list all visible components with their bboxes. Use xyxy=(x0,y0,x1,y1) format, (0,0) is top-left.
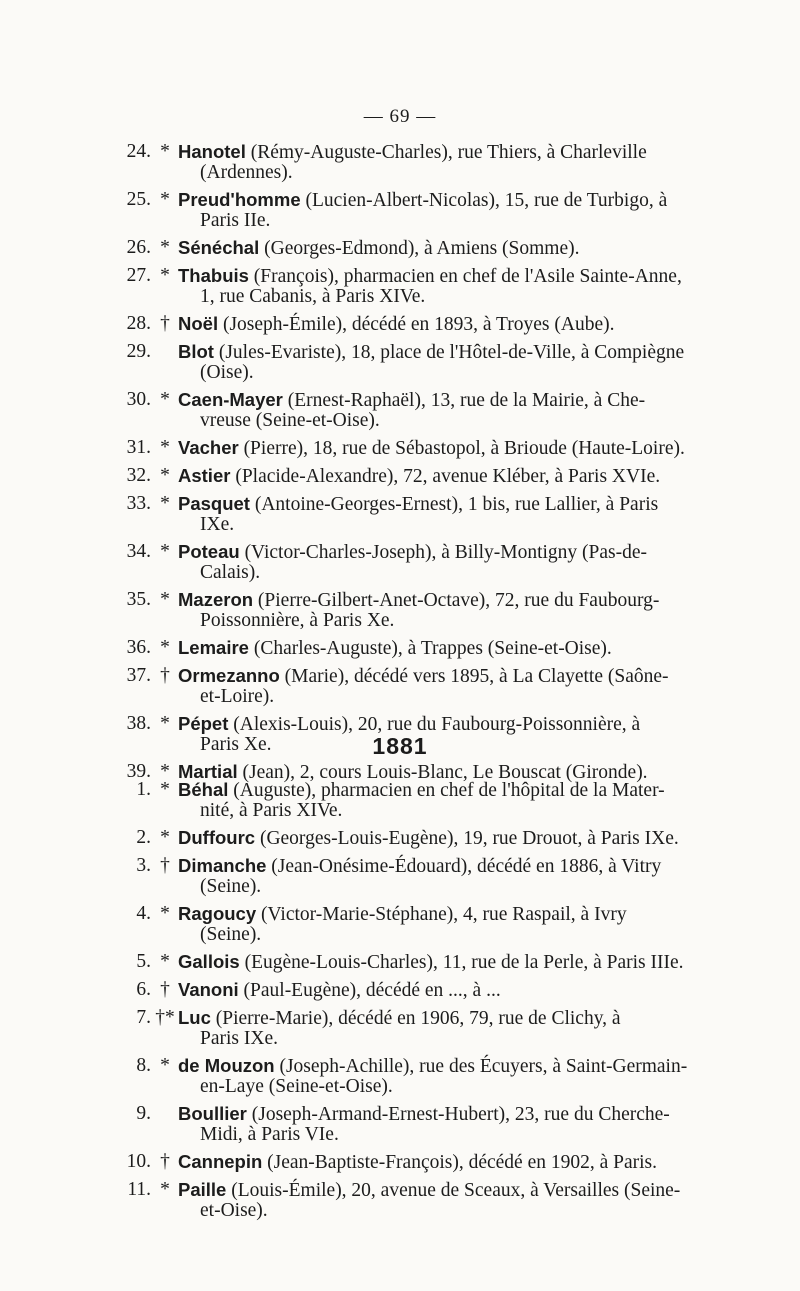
entry-number: 25. xyxy=(126,189,151,210)
entry-number: 28. xyxy=(126,313,151,334)
entry-number: 10. xyxy=(126,1151,151,1172)
entry-text: 1, rue Cabanis, à Paris XIVe. xyxy=(200,286,426,307)
list-item xyxy=(0,1152,800,1173)
entry-first-line xyxy=(178,590,697,611)
entry-text: (Georges-Louis-Eugène), 19, rue Drouot, à Paris IXe. xyxy=(255,828,679,849)
entry-number: 29. xyxy=(126,341,151,362)
entry-first-line xyxy=(178,666,697,687)
list-item xyxy=(0,1056,800,1097)
list-item xyxy=(0,390,800,431)
entry-continuation-line xyxy=(178,211,697,231)
entry-name: Ormezanno xyxy=(178,665,280,686)
entry-text: Poissonnière, à Paris Xe. xyxy=(200,610,395,631)
entry-text: (Pierre-Gilbert-Anet-Octave), 72, rue du Faubourg- xyxy=(253,590,660,611)
list-item xyxy=(0,466,800,487)
entry-text: (Jean-Baptiste-François), décédé en 1902, à Paris. xyxy=(262,1152,658,1173)
entry-name: Paille xyxy=(178,1179,227,1200)
entry-continuation-line xyxy=(178,687,697,707)
list-item xyxy=(0,980,800,1001)
entry-text: (Alexis-Louis), 20, rue du Faubourg-Poissonnière, à xyxy=(228,714,641,735)
entry-first-line xyxy=(178,466,697,487)
entry-first-line xyxy=(178,542,697,563)
entry-mark: * xyxy=(160,827,170,848)
entry-text: (Oise). xyxy=(200,362,254,383)
entry-text: (Paul-Eugène), décédé en ..., à ... xyxy=(238,980,501,1001)
entry-name: Dimanche xyxy=(178,855,267,876)
entry-number: 36. xyxy=(126,637,151,658)
entry-number: 37. xyxy=(126,665,151,686)
entry-name: Pasquet xyxy=(178,493,250,514)
entry-text: (Victor-Charles-Joseph), à Billy-Montigny (Pas-de- xyxy=(239,542,647,563)
entry-number: 26. xyxy=(126,237,151,258)
entry-text: (Marie), décédé vers 1895, à La Clayette (Saône- xyxy=(279,666,669,687)
entry-first-line xyxy=(178,952,697,973)
entry-text: (Ernest-Raphaël), 13, rue de la Mairie, à Che- xyxy=(282,390,646,411)
entry-first-line xyxy=(178,1180,697,1201)
entry-number: 31. xyxy=(126,437,151,458)
list-item xyxy=(0,638,800,659)
entry-first-line xyxy=(178,980,697,1001)
entry-name: Astier xyxy=(178,465,231,486)
entry-name: Noël xyxy=(178,313,219,334)
list-item xyxy=(0,904,800,945)
entry-mark: † xyxy=(160,855,170,876)
entry-first-line xyxy=(178,342,697,363)
entry-text: et-Loire). xyxy=(200,686,275,707)
entry-name: Sénéchal xyxy=(178,237,260,258)
entry-number: 5. xyxy=(136,951,151,972)
entry-mark: * xyxy=(160,189,170,210)
entry-name: de Mouzon xyxy=(178,1055,275,1076)
entry-continuation-line xyxy=(178,163,697,183)
entry-text: (Louis-Émile), 20, avenue de Sceaux, à Versailles (Seine- xyxy=(226,1180,681,1201)
page-number: — 69 — xyxy=(363,106,437,127)
entry-mark: * xyxy=(160,141,170,162)
list-item xyxy=(0,190,800,231)
entry-number: 38. xyxy=(126,713,151,734)
entry-text: (Pierre-Marie), décédé en 1906, 79, rue de Clichy, à xyxy=(210,1008,621,1029)
entry-first-line xyxy=(178,1056,697,1077)
entry-text: (Jean), 2, cours Louis-Blanc, Le Bouscat (Gironde). xyxy=(237,762,648,783)
entry-number: 4. xyxy=(136,903,151,924)
list-item xyxy=(0,142,800,183)
entry-name: Vanoni xyxy=(178,979,239,1000)
list-item xyxy=(0,1180,800,1221)
entry-name: Pépet xyxy=(178,713,229,734)
entry-continuation-line xyxy=(178,287,697,307)
entry-number: 3. xyxy=(136,855,151,876)
entry-mark: * xyxy=(160,465,170,486)
entry-name: Hanotel xyxy=(178,141,246,162)
entry-text: (Jean-Onésime-Édouard), décédé en 1886, à Vitry xyxy=(266,856,662,877)
entry-mark: * xyxy=(160,1055,170,1076)
entry-continuation-line xyxy=(178,801,697,821)
entry-number: 6. xyxy=(136,979,151,1000)
entry-number: 1. xyxy=(136,779,151,800)
entry-mark: * xyxy=(160,903,170,924)
entry-number: 35. xyxy=(126,589,151,610)
list-item xyxy=(0,342,800,383)
entry-text: en-Laye (Seine-et-Oise). xyxy=(200,1076,393,1097)
entry-text: (Jules-Evariste), 18, place de l'Hôtel-de-Ville, à Compiègne xyxy=(213,342,685,363)
entry-name: Martial xyxy=(178,761,238,782)
entry-text: Paris Xe. xyxy=(200,734,272,755)
entry-text: (Seine). xyxy=(200,924,262,945)
list-item xyxy=(0,266,800,307)
entry-text: (Charles-Auguste), à Trappes (Seine-et-Oise). xyxy=(248,638,612,659)
entry-name: Blot xyxy=(178,341,214,362)
list-item xyxy=(0,666,800,707)
entry-first-line xyxy=(178,856,697,877)
entry-text: (Ardennes). xyxy=(200,162,293,183)
entry-name: Luc xyxy=(178,1007,211,1028)
list-item xyxy=(0,494,800,535)
entry-continuation-line xyxy=(178,1029,697,1049)
entry-mark: * xyxy=(160,637,170,658)
entry-number: 8. xyxy=(136,1055,151,1076)
entry-number: 27. xyxy=(126,265,151,286)
entry-first-line xyxy=(178,638,697,659)
entry-continuation-line xyxy=(178,515,697,535)
entries-list-1880 xyxy=(0,142,800,790)
entry-text: (Auguste), pharmacien en chef de l'hôpital de la Mater- xyxy=(228,780,665,801)
entry-mark: * xyxy=(160,493,170,514)
entry-first-line xyxy=(178,142,697,163)
entry-name: Cannepin xyxy=(178,1151,263,1172)
entry-number: 34. xyxy=(126,541,151,562)
entry-mark: † xyxy=(160,1151,170,1172)
entry-continuation-line xyxy=(178,877,697,897)
list-item xyxy=(0,438,800,459)
entry-first-line xyxy=(178,904,697,925)
entry-text: Calais). xyxy=(200,562,261,583)
entry-first-line xyxy=(178,390,697,411)
entries-list-1881 xyxy=(0,780,800,1228)
entry-text: (Joseph-Armand-Ernest-Hubert), 23, rue du Cherche- xyxy=(246,1104,670,1125)
entry-first-line xyxy=(178,714,697,735)
entry-first-line xyxy=(178,780,697,801)
entry-continuation-line xyxy=(178,363,697,383)
entry-text: Paris IIe. xyxy=(200,210,271,231)
entry-text: (Pierre), 18, rue de Sébastopol, à Brioude (Haute-Loire). xyxy=(238,438,685,459)
list-item xyxy=(0,856,800,897)
entry-name: Gallois xyxy=(178,951,240,972)
entry-text: Midi, à Paris VIe. xyxy=(200,1124,339,1145)
list-item xyxy=(0,542,800,583)
entry-mark: * xyxy=(160,779,170,800)
entry-first-line xyxy=(178,314,697,335)
entry-number: 32. xyxy=(126,465,151,486)
entry-name: Preud'homme xyxy=(178,189,301,210)
entry-name: Mazeron xyxy=(178,589,254,610)
entry-mark: * xyxy=(160,265,170,286)
entry-number: 30. xyxy=(126,389,151,410)
entry-mark: * xyxy=(160,389,170,410)
entry-name: Béhal xyxy=(178,779,229,800)
entry-text: IXe. xyxy=(200,514,235,535)
entry-continuation-line xyxy=(178,611,697,631)
entry-continuation-line xyxy=(178,563,697,583)
entry-name: Boullier xyxy=(178,1103,247,1124)
list-item xyxy=(0,1104,800,1145)
entry-name: Poteau xyxy=(178,541,240,562)
entry-first-line xyxy=(178,828,697,849)
entry-first-line xyxy=(178,1152,697,1173)
entry-first-line xyxy=(178,1008,697,1029)
entry-number: 9. xyxy=(136,1103,151,1124)
entry-first-line xyxy=(178,238,697,259)
entry-text: nité, à Paris XIVe. xyxy=(200,800,343,821)
entry-continuation-line xyxy=(178,411,697,431)
entry-mark: * xyxy=(160,713,170,734)
entry-name: Thabuis xyxy=(178,265,249,286)
entry-name: Caen-Mayer xyxy=(178,389,283,410)
entry-first-line xyxy=(178,266,697,287)
entry-text: (Victor-Marie-Stéphane), 4, rue Raspail, à Ivry xyxy=(256,904,627,925)
entry-first-line xyxy=(178,190,697,211)
entry-first-line xyxy=(178,494,697,515)
entry-mark: † xyxy=(160,313,170,334)
list-item xyxy=(0,780,800,821)
entry-number: 11. xyxy=(127,1179,151,1200)
entry-mark: * xyxy=(160,541,170,562)
entry-continuation-line xyxy=(178,1077,697,1097)
entry-number: 7. xyxy=(136,1007,151,1028)
entry-text: (Seine). xyxy=(200,876,262,897)
section-year-heading: 1881 xyxy=(372,733,428,759)
entry-name: Duffourc xyxy=(178,827,256,848)
entry-number: 2. xyxy=(136,827,151,848)
list-item xyxy=(0,314,800,335)
entry-mark: * xyxy=(160,589,170,610)
list-item xyxy=(0,1008,800,1049)
entry-text: (François), pharmacien en chef de l'Asile Sainte-Anne, xyxy=(248,266,682,287)
entry-mark: * xyxy=(160,237,170,258)
entry-number: 24. xyxy=(126,141,151,162)
entry-first-line xyxy=(178,438,697,459)
entry-text: (Rémy-Auguste-Charles), rue Thiers, à Charleville xyxy=(245,142,647,163)
entry-mark: † xyxy=(160,979,170,1000)
entry-mark: * xyxy=(160,951,170,972)
entry-text: (Placide-Alexandre), 72, avenue Kléber, à Paris XVIe. xyxy=(230,466,661,487)
entry-text: vreuse (Seine-et-Oise). xyxy=(200,410,380,431)
entry-first-line xyxy=(178,1104,697,1125)
entry-continuation-line xyxy=(178,1201,697,1221)
entry-mark: * xyxy=(160,761,170,782)
list-item xyxy=(0,238,800,259)
entry-continuation-line xyxy=(178,1125,697,1145)
entry-name: Ragoucy xyxy=(178,903,257,924)
entry-name: Vacher xyxy=(178,437,239,458)
entry-text: (Lucien-Albert-Nicolas), 15, rue de Turbigo, à xyxy=(300,190,668,211)
entry-mark: * xyxy=(160,437,170,458)
entry-text: et-Oise). xyxy=(200,1200,268,1221)
list-item xyxy=(0,952,800,973)
list-item xyxy=(0,590,800,631)
entry-text: (Antoine-Georges-Ernest), 1 bis, rue Lallier, à Paris xyxy=(249,494,659,515)
entry-text: (Joseph-Achille), rue des Écuyers, à Saint-Germain- xyxy=(274,1056,688,1077)
entry-mark: †* xyxy=(155,1007,175,1028)
list-item xyxy=(0,828,800,849)
entry-text: (Georges-Edmond), à Amiens (Somme). xyxy=(259,238,580,259)
entry-mark: † xyxy=(160,665,170,686)
entry-text: (Eugène-Louis-Charles), 11, rue de la Perle, à Paris IIIe. xyxy=(239,952,684,973)
entry-text: Paris IXe. xyxy=(200,1028,278,1049)
entry-number: 33. xyxy=(126,493,151,514)
entry-mark: * xyxy=(160,1179,170,1200)
entry-number: 39. xyxy=(126,761,151,782)
entry-text: (Joseph-Émile), décédé en 1893, à Troyes (Aube). xyxy=(218,314,615,335)
entry-continuation-line xyxy=(178,925,697,945)
entry-name: Lemaire xyxy=(178,637,249,658)
